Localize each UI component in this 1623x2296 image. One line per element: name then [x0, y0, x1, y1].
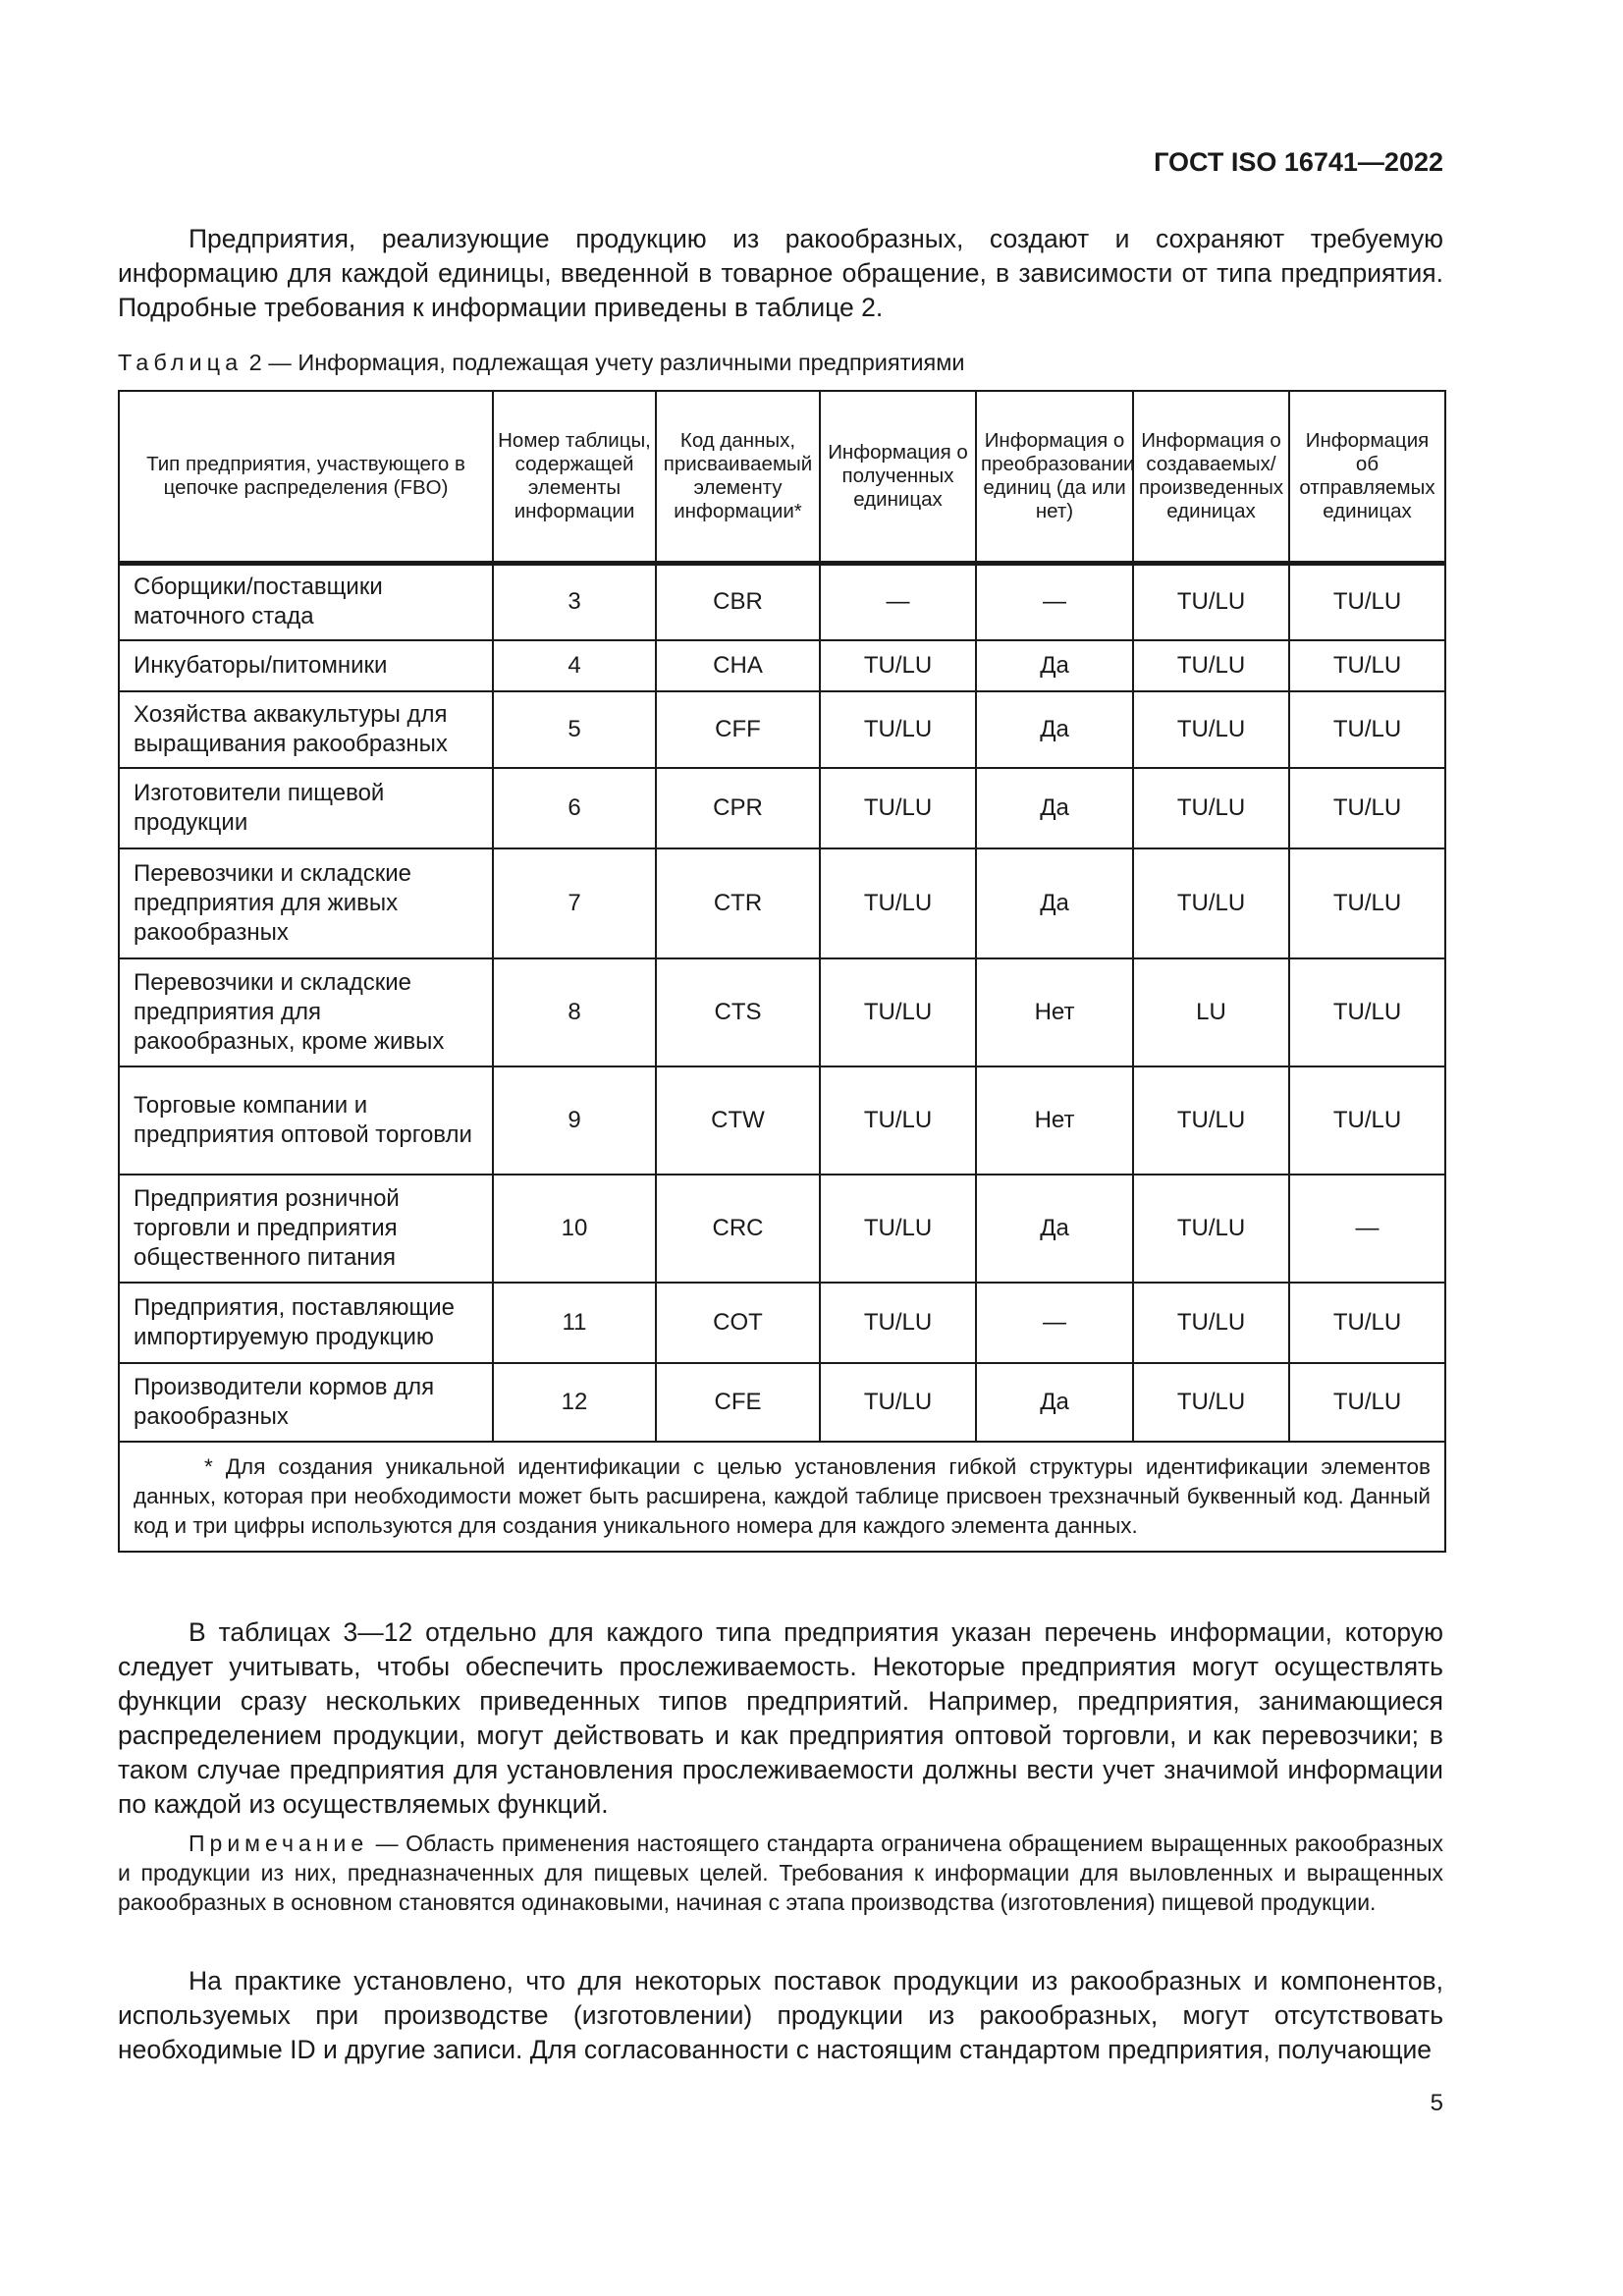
table-row	[119, 564, 1445, 640]
table-cell: TU/LU	[1289, 691, 1445, 768]
table-cell: TU/LU	[820, 1175, 976, 1283]
table-cell: TU/LU	[820, 1283, 976, 1363]
table-cell: CBR	[656, 564, 820, 640]
table-cell: TU/LU	[1133, 848, 1289, 958]
table-cell: Инкубаторы/питомники	[119, 640, 493, 691]
table-cell: 12	[493, 1363, 656, 1442]
note-paragraph	[118, 1829, 1443, 1917]
table-cell: Изготовители пищевой продукции	[119, 768, 493, 848]
table-cell: 4	[493, 640, 656, 691]
table-cell: TU/LU	[820, 1363, 976, 1442]
table-cell: TU/LU	[820, 958, 976, 1066]
column-header: Информация о преобразовании единиц (да или нет)	[976, 391, 1133, 564]
enterprise-info-table	[118, 390, 1446, 1553]
table-cell: 3	[493, 564, 656, 640]
table-row	[119, 848, 1445, 958]
table-cell: Перевозчики и складские предприятия для ракообразных, кроме живых	[119, 958, 493, 1066]
column-header: Код данных, присваиваемый элементу информации*	[656, 391, 820, 564]
table-cell: Торговые компании и предприятия оптовой торговли	[119, 1066, 493, 1175]
table-cell: TU/LU	[1133, 691, 1289, 768]
column-header: Информация о полученных единицах	[820, 391, 976, 564]
table-row	[119, 1175, 1445, 1283]
table-cell: TU/LU	[1289, 1066, 1445, 1175]
table-cell: CHA	[656, 640, 820, 691]
table-row	[119, 768, 1445, 848]
document-header: ГОСТ ISO 16741—2022	[1154, 147, 1443, 177]
column-header: Информация о создаваемых/произведенных единицах	[1133, 391, 1289, 564]
table-cell: TU/LU	[820, 640, 976, 691]
table-cell: Нет	[976, 1066, 1133, 1175]
table-cell: TU/LU	[1133, 564, 1289, 640]
table-cell: —	[976, 564, 1133, 640]
intro-paragraph: Предприятия, реализующие продукцию из ракообразных, создают и сохраняют требуемую информацию для каждой единицы, введенной в товарное обращение, в зависимости от типа предприятия. Подробные требования к информации приведены в таблице 2.	[118, 224, 1443, 322]
table-footnote-row	[119, 1442, 1445, 1552]
table-cell: CTR	[656, 848, 820, 958]
table-cell: Предприятия розничной торговли и предприятия общественного питания	[119, 1175, 493, 1283]
table-cell: Да	[976, 1363, 1133, 1442]
table-cell: Сборщики/поставщики маточного стада	[119, 564, 493, 640]
table-cell: CTS	[656, 958, 820, 1066]
table-cell: CFF	[656, 691, 820, 768]
table-cell: —	[1289, 1175, 1445, 1283]
table-cell: 8	[493, 958, 656, 1066]
table-cell: Предприятия, поставляющие импортируемую продукцию	[119, 1283, 493, 1363]
table-cell: TU/LU	[1133, 1283, 1289, 1363]
table-cell: TU/LU	[820, 691, 976, 768]
table-cell: 10	[493, 1175, 656, 1283]
table-cell: COT	[656, 1283, 820, 1363]
table-cell: CPR	[656, 768, 820, 848]
table-cell: TU/LU	[1133, 1175, 1289, 1283]
page-number: 5	[1430, 2090, 1443, 2116]
table-cell: TU/LU	[820, 848, 976, 958]
table-cell: TU/LU	[1133, 1066, 1289, 1175]
table-cell: Да	[976, 640, 1133, 691]
note-label: Примечание	[189, 1831, 369, 1856]
table-cell: 6	[493, 768, 656, 848]
table-caption-text: 2 — Информация, подлежащая учету различными предприятиями	[243, 350, 965, 375]
table-cell: Да	[976, 848, 1133, 958]
table-cell: TU/LU	[1289, 848, 1445, 958]
table-cell: TU/LU	[1133, 640, 1289, 691]
table-row	[119, 1363, 1445, 1442]
body-paragraph-continued: На практике установлено, что для некоторых поставок продукции из ракообразных и компонентов, используемых при производстве (изготовлении) продукции из ракообразных, могут отсутствовать необходимые ID и другие записи. Для согласованности с настоящим стандартом предприятия, получающие	[118, 1966, 1443, 2064]
table-row	[119, 1283, 1445, 1363]
table-cell: Да	[976, 768, 1133, 848]
table-row	[119, 640, 1445, 691]
table-cell: Да	[976, 1175, 1133, 1283]
table-cell: CRC	[656, 1175, 820, 1283]
table-cell: CTW	[656, 1066, 820, 1175]
table-cell: TU/LU	[1133, 1363, 1289, 1442]
table-cell: CFE	[656, 1363, 820, 1442]
table-row	[119, 1066, 1445, 1175]
table-cell: TU/LU	[1289, 1363, 1445, 1442]
table-cell: TU/LU	[820, 768, 976, 848]
table-row	[119, 958, 1445, 1066]
table-cell: 7	[493, 848, 656, 958]
column-header: Номер таблицы, содержащей элементы информации	[493, 391, 656, 564]
table-cell: TU/LU	[1289, 564, 1445, 640]
table-cell: Да	[976, 691, 1133, 768]
table-cell: 5	[493, 691, 656, 768]
table-cell: —	[820, 564, 976, 640]
table-cell: LU	[1133, 958, 1289, 1066]
body-paragraph: В таблицах 3—12 отдельно для каждого типа предприятия указан перечень информации, которую следует учитывать, чтобы обеспечить прослеживаемость. Некоторые предприятия могут осуществлять функции сразу нескольких приведенных типов предприятий. Например, предприятия, занимающиеся распределением продукции, могут действовать и как предприятия оптовой торговли, и как перевозчики; в таком случае предприятия для установления прослеживаемости должны вести учет значимой информации по каждой из осуществляемых функций.	[118, 1617, 1443, 1819]
table-footnote: * Для создания уникальной идентификации с целью установления гибкой структуры идентификации элементов данных, которая при необходимости может быть расширена, каждой таблице присвоен трехзначный буквенный код. Данный код и три цифры используются для создания уникального номера для каждого элемента данных.	[119, 1442, 1445, 1552]
table-caption	[118, 350, 1443, 376]
table-cell: 11	[493, 1283, 656, 1363]
table-cell: TU/LU	[820, 1066, 976, 1175]
table-header-row	[119, 391, 1445, 564]
table-caption-label: Таблица	[118, 350, 243, 375]
note-text: — Область применения настоящего стандарта ограничена обращением выращенных ракообразных и продукции из них, предназначенных для пищевых целей. Требования к информации для выловленных и выращенных ракообразных в основном становятся одинаковыми, начиная с этапа производства (изготовления) пищевой продукции.	[118, 1831, 1443, 1915]
table-cell: TU/LU	[1289, 958, 1445, 1066]
table-cell: TU/LU	[1289, 640, 1445, 691]
table-cell: Производители кормов для ракообразных	[119, 1363, 493, 1442]
table-cell: TU/LU	[1133, 768, 1289, 848]
table-cell: 9	[493, 1066, 656, 1175]
column-header: Тип предприятия, участвующего в цепочке распределения (FBO)	[119, 391, 493, 564]
table-cell: Хозяйства аквакультуры для выращивания ракообразных	[119, 691, 493, 768]
table-cell: TU/LU	[1289, 1283, 1445, 1363]
table-cell: Нет	[976, 958, 1133, 1066]
table-cell: —	[976, 1283, 1133, 1363]
column-header: Информация об отправляемых единицах	[1289, 391, 1445, 564]
table-cell: Перевозчики и складские предприятия для живых ракообразных	[119, 848, 493, 958]
table-row	[119, 691, 1445, 768]
table-cell: TU/LU	[1289, 768, 1445, 848]
